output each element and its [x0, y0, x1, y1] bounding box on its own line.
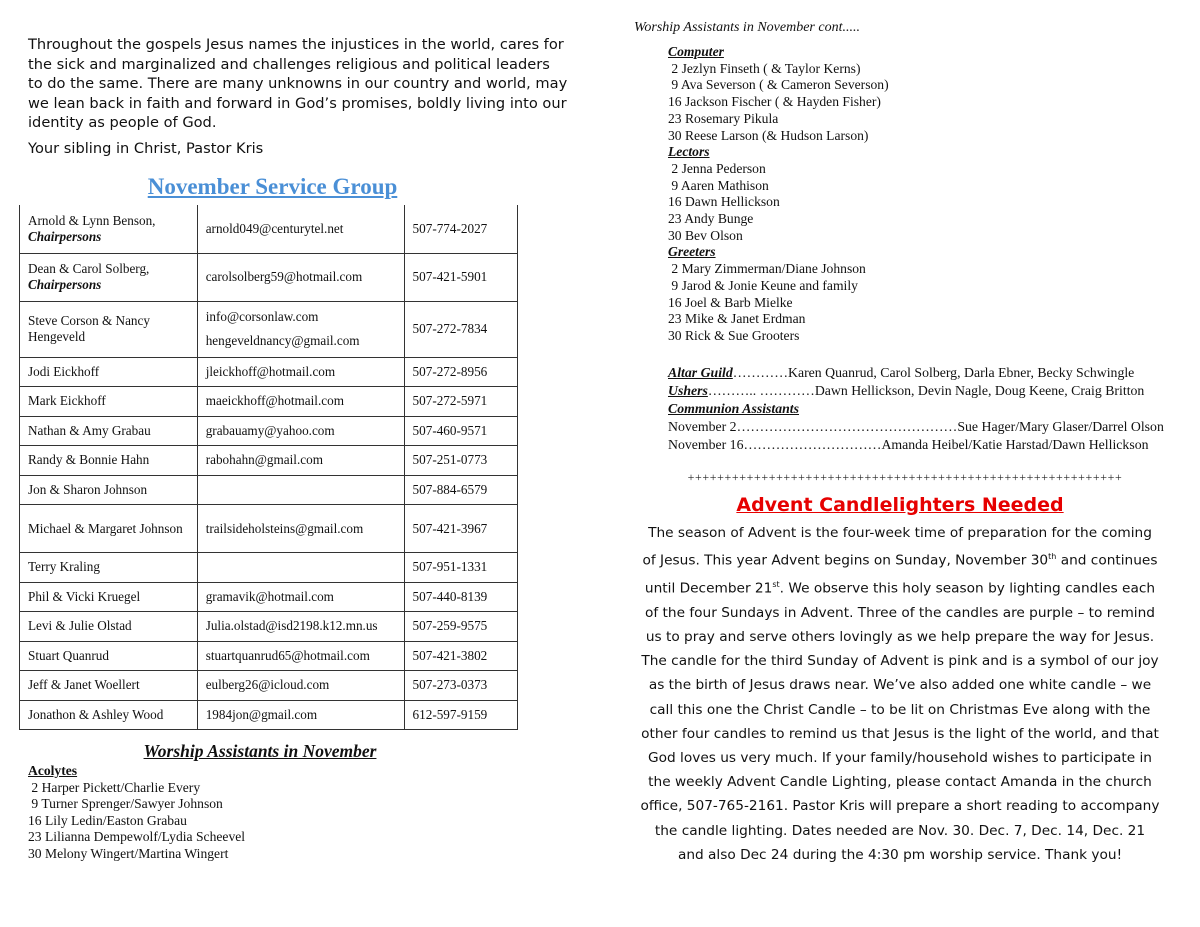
member-name: Dean & Carol Solberg, — [28, 261, 150, 276]
member-name: Jodi Eickhoff — [28, 363, 100, 379]
worship-assistants-title: Worship Assistants in November — [143, 741, 377, 761]
email-cell — [197, 553, 404, 583]
member-name-cell — [20, 387, 198, 417]
ordinal-suffix: th — [1048, 552, 1057, 562]
member-name-cell — [20, 357, 198, 387]
email-cell — [197, 357, 404, 387]
phone-number: 507-272-8956 — [412, 363, 488, 379]
email-cell — [197, 387, 404, 417]
phone-cell — [404, 205, 517, 253]
phone-number: 612-597-9159 — [412, 706, 488, 722]
phone-number: 507-951-1331 — [412, 559, 488, 575]
computer-heading: Computer — [668, 44, 724, 59]
phone-cell — [404, 301, 517, 357]
communion-names: Amanda Heibel/Katie Harstad/Dawn Hellickson — [881, 437, 1149, 452]
member-name: Jeff & Janet Woellert — [28, 677, 140, 693]
email-cell — [197, 671, 404, 701]
letter-signoff: Your sibling in Christ, Pastor Kris — [28, 140, 264, 157]
letter-paragraph: Throughout the gospels Jesus names the injustices in the world, cares for the sick and marginalized and challenges religious and political leaders to do the same. There are many unknowns in our country and world, may we lean back in faith and forward in God’s promises, boldly living into our identity as people of God. — [28, 36, 568, 131]
leader-dots: ………………………… — [743, 437, 882, 452]
pastor-letter — [28, 35, 568, 133]
email-cell — [197, 446, 404, 476]
member-name-cell — [20, 553, 198, 583]
email-address: info@corsonlaw.com — [205, 309, 319, 324]
table-row — [20, 700, 518, 730]
altar-guild-names: Karen Quanrud, Carol Solberg, Darla Ebner, Becky Schwingle — [787, 365, 1135, 380]
phone-number: 507-440-8139 — [412, 588, 488, 604]
phone-number: 507-272-5971 — [412, 393, 488, 409]
email-cell — [197, 612, 404, 642]
email-address: grabauamy@yahoo.com — [205, 422, 335, 438]
phone-cell — [404, 357, 517, 387]
list-item: 2 Jezlyn Finseth ( & Taylor Kerns) — [668, 60, 861, 76]
ushers-names: Dawn Hellickson, Devin Nagle, Doug Keene, Craig Britton — [814, 383, 1145, 398]
worship-roles — [668, 44, 889, 345]
table-row — [20, 446, 518, 476]
list-item: 16 Joel & Barb Mielke — [668, 294, 793, 310]
list-item: 9 Jarod & Jonie Keune and family — [668, 277, 858, 293]
phone-number: 507-421-3967 — [412, 520, 488, 536]
acolytes-heading: Acolytes — [28, 763, 78, 778]
table-row — [20, 671, 518, 701]
email-cell — [197, 253, 404, 301]
list-item: 30 Rick & Sue Grooters — [668, 327, 800, 343]
worship-assistants-continued-label: Worship Assistants in November cont..... — [634, 20, 860, 35]
list-item: 16 Jackson Fischer ( & Hayden Fisher) — [668, 94, 881, 110]
member-name-cell — [20, 671, 198, 701]
member-name: Randy & Bonnie Hahn — [28, 452, 150, 468]
advent-title: Advent Candlelighters Needed — [736, 494, 1064, 516]
table-row — [20, 387, 518, 417]
lectors-heading: Lectors — [668, 144, 710, 160]
leader-dots: ………… — [732, 365, 788, 380]
email-cell — [197, 475, 404, 505]
phone-cell — [404, 446, 517, 476]
email-address: Julia.olstad@isd2198.k12.mn.us — [205, 618, 378, 634]
table-row — [20, 416, 518, 446]
phone-number: 507-273-0373 — [412, 677, 488, 693]
email-cell — [197, 641, 404, 671]
member-name-cell — [20, 505, 198, 553]
plus-divider: +++++++++++++++++++++++++++++++++++++++++++++++++++++++++++ — [687, 470, 1123, 484]
list-item: 9 Aaren Mathison — [668, 177, 769, 193]
member-name: Terry Kraling — [28, 559, 100, 575]
email-cell — [197, 416, 404, 446]
phone-cell — [404, 612, 517, 642]
phone-cell — [404, 253, 517, 301]
email-address: eulberg26@icloud.com — [205, 677, 330, 693]
member-name-cell — [20, 301, 198, 357]
table-row — [20, 357, 518, 387]
phone-number: 507-421-5901 — [412, 269, 488, 284]
member-role: Chairpersons — [28, 228, 102, 244]
list-item: 30 Bev Olson — [668, 227, 743, 243]
ushers-label: Ushers — [668, 383, 708, 398]
list-item: 9 Turner Sprenger/Sawyer Johnson — [28, 796, 223, 812]
list-item: 30 Melony Wingert/Martina Wingert — [28, 845, 229, 861]
ushers-line — [668, 382, 1168, 400]
advent-text: The season of Advent is the four-week time of preparation for the coming of Jesus. This year Advent begins on Sunday, November 30 — [642, 525, 1152, 569]
email-cell — [197, 700, 404, 730]
list-item: 2 Jenna Pederson — [668, 160, 766, 176]
communion-heading: Communion Assistants — [668, 401, 800, 416]
phone-number: 507-460-9571 — [412, 422, 488, 438]
service-group-table — [19, 205, 518, 730]
list-item: 23 Rosemary Pikula — [668, 110, 779, 126]
phone-cell — [404, 553, 517, 583]
communion-date: November 16 — [668, 437, 744, 452]
member-name-cell — [20, 641, 198, 671]
duty-assignments — [668, 364, 1168, 454]
phone-cell — [404, 641, 517, 671]
list-item: 16 Lily Ledin/Easton Grabau — [28, 812, 187, 828]
phone-number: 507-884-6579 — [412, 481, 488, 497]
member-name-cell — [20, 612, 198, 642]
list-item: 23 Andy Bunge — [668, 211, 754, 227]
list-item: 23 Mike & Janet Erdman — [668, 311, 806, 327]
phone-number: 507-259-9575 — [412, 618, 488, 634]
member-name: Stuart Quanrud — [28, 647, 109, 663]
phone-cell — [404, 671, 517, 701]
member-name: Steve Corson & Nancy Hengeveld — [28, 313, 150, 344]
email-address: rabohahn@gmail.com — [205, 452, 323, 468]
table-row — [20, 301, 518, 357]
member-role: Chairpersons — [28, 277, 102, 292]
member-name: Nathan & Amy Grabau — [28, 422, 151, 438]
email-address: jleickhoff@hotmail.com — [205, 363, 336, 379]
communion-line — [668, 436, 1168, 454]
table-row — [20, 505, 518, 553]
ordinal-suffix: st — [772, 579, 780, 589]
list-item: 2 Harper Pickett/Charlie Every — [28, 779, 201, 795]
member-name-cell — [20, 700, 198, 730]
member-name: Jon & Sharon Johnson — [28, 481, 148, 497]
table-row — [20, 553, 518, 583]
email-cell — [197, 301, 404, 357]
list-item: 30 Reese Larson (& Hudson Larson) — [668, 127, 869, 143]
member-name: Jonathon & Ashley Wood — [28, 706, 164, 722]
leader-dots: ………………………………………… — [736, 419, 958, 434]
email-address: stuartquanrud65@hotmail.com — [205, 647, 370, 663]
email-cell — [197, 505, 404, 553]
member-name: Phil & Vicki Kruegel — [28, 588, 141, 604]
leader-dots: ……….. ………… — [707, 383, 815, 398]
list-item: 9 Ava Severson ( & Cameron Severson) — [668, 77, 889, 93]
member-name: Arnold & Lynn Benson, — [28, 212, 156, 228]
acolytes-section — [28, 763, 245, 863]
list-item: 2 Mary Zimmerman/Diane Johnson — [668, 261, 866, 277]
greeters-heading: Greeters — [668, 244, 716, 260]
member-name-cell — [20, 416, 198, 446]
table-row — [20, 205, 518, 253]
phone-cell — [404, 387, 517, 417]
email-address: gramavik@hotmail.com — [205, 588, 334, 604]
email-address: hengeveldnancy@gmail.com — [205, 333, 360, 348]
communion-names: Sue Hager/Mary Glaser/Darrel Olson — [957, 419, 1164, 434]
phone-number: 507-774-2027 — [412, 220, 488, 236]
table-row — [20, 582, 518, 612]
phone-number: 507-421-3802 — [412, 647, 488, 663]
advent-body — [640, 521, 1160, 867]
advent-text: and continues until December 21 — [644, 552, 1158, 597]
email-address: arnold049@centurytel.net — [205, 220, 344, 236]
phone-cell — [404, 582, 517, 612]
table-row — [20, 641, 518, 671]
member-name-cell — [20, 582, 198, 612]
communion-line — [668, 418, 1168, 436]
member-name: Mark Eickhoff — [28, 393, 106, 409]
member-name-cell — [20, 475, 198, 505]
phone-number: 507-251-0773 — [412, 452, 488, 468]
member-name: Michael & Margaret Johnson — [28, 520, 183, 536]
member-name: Levi & Julie Olstad — [28, 618, 132, 634]
phone-cell — [404, 505, 517, 553]
altar-guild-line — [668, 364, 1168, 382]
communion-date: November 2 — [668, 419, 737, 434]
member-name-cell — [20, 446, 198, 476]
list-item: 16 Dawn Hellickson — [668, 194, 780, 210]
email-cell — [197, 582, 404, 612]
altar-guild-label: Altar Guild — [668, 365, 733, 380]
member-name-cell — [20, 253, 198, 301]
table-row — [20, 612, 518, 642]
email-address: trailsideholsteins@gmail.com — [205, 520, 364, 536]
phone-cell — [404, 416, 517, 446]
advent-text: . We observe this holy season by lighting candles each of the four Sundays in Advent. Three of the candles are purple – to remind us to pray and serve others lovingly as we help prepare the way for Jesus. The candle for the third Sunday of Advent is pink and is a symbol of our joy as the birth of Jesus draws near. We’ve also added one white candle – we call this one the Christ Candle – to be lit on Christmas Eve along with the other four candles to remind us that Jesus is the light of the world, and that God loves us very much. If your family/household wishes to participate in the weekly Advent Candle Lighting, please contact Amanda in the church office, 507-765-2161. Pastor Kris will prepare a short reading to accompany the candle lighting. Dates needed are Nov. 30. Dec. 7, Dec. 14, Dec. 21 and also Dec 24 during the 4:30 pm worship service. Thank you! — [640, 580, 1160, 863]
phone-cell — [404, 475, 517, 505]
email-address: maeickhoff@hotmail.com — [205, 393, 344, 409]
email-cell — [197, 205, 404, 253]
list-item: 23 Lilianna Dempewolf/Lydia Scheevel — [28, 829, 246, 845]
table-row — [20, 475, 518, 505]
email-address: carolsolberg59@hotmail.com — [205, 269, 363, 284]
table-row — [20, 253, 518, 301]
member-name-cell — [20, 205, 198, 253]
email-address: 1984jon@gmail.com — [205, 706, 318, 722]
service-group-title: November Service Group — [147, 174, 398, 199]
phone-cell — [404, 700, 517, 730]
phone-number: 507-272-7834 — [412, 321, 488, 336]
